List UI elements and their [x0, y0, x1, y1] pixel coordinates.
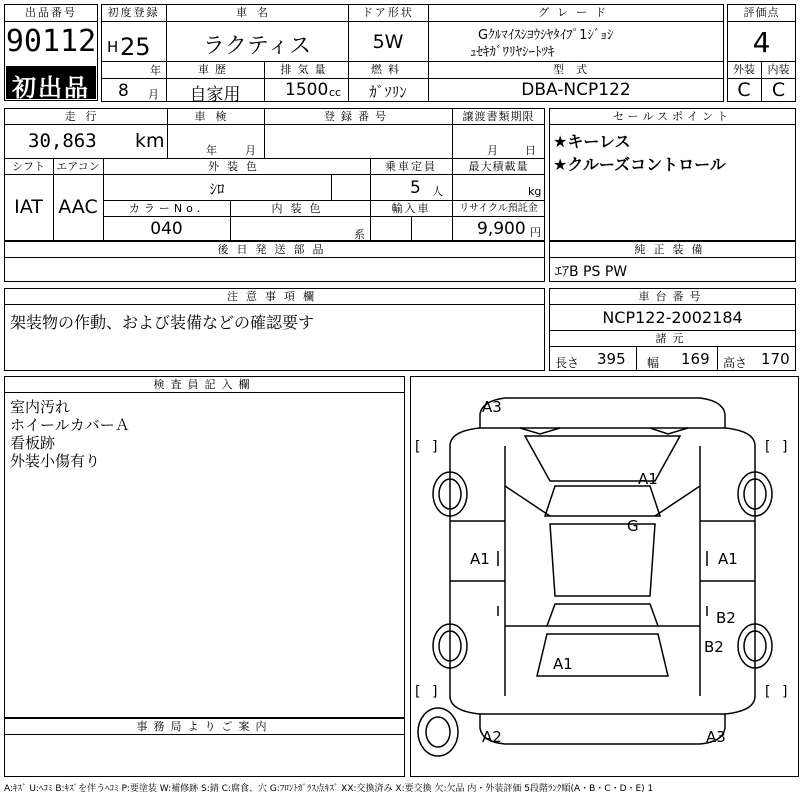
first-reg-header: 初度登録: [107, 6, 160, 19]
transfer-header: 譲渡書類期限: [462, 110, 535, 123]
inspection-year-unit: 年: [206, 144, 217, 157]
aircon-header: エアコン: [56, 160, 100, 173]
max-load-header: 最大積載量: [468, 160, 529, 173]
int-color-unit: 系: [354, 228, 365, 241]
first-reg-year: 25: [120, 33, 151, 61]
genuine-value: ｴｱB PS PW: [555, 264, 628, 280]
transfer-day-unit: 日: [525, 144, 536, 157]
fuel-header: 燃料: [371, 63, 405, 76]
car-name-value: ラクティス: [202, 34, 312, 59]
first-listing-label: 初出品: [12, 74, 90, 102]
first-reg-month: 8: [118, 81, 129, 101]
grade-header: グレード: [538, 6, 614, 19]
sales-point-item: ★クルーズコントロール: [553, 155, 726, 174]
lot-number: 90112: [5, 24, 97, 59]
ext-score-label: 外装: [733, 63, 755, 76]
damage-mark: A3: [706, 728, 726, 746]
ext-score-value: C: [737, 79, 751, 101]
grade-line1: Gｸﾙﾏｲｽｼﾖｳｼﾔﾀｲﾌﾟ1ｼﾞｮｼ: [478, 28, 614, 43]
damage-mark: G: [627, 517, 639, 535]
height-value: 170: [761, 350, 790, 368]
mileage-value: 30,863: [28, 130, 97, 152]
displacement-unit: cc: [329, 86, 342, 99]
sales-points-header: セールスポイント: [612, 110, 732, 123]
recycle-header: リサイクル預託金: [459, 203, 538, 214]
caution-value: 架装物の作動、および装備などの確認要す: [10, 313, 315, 332]
model-value: DBA-NCP122: [521, 80, 631, 100]
mileage-unit: km: [135, 130, 165, 152]
ext-color-header: 外装色: [208, 160, 265, 173]
svg-text:[: [: [765, 684, 771, 700]
model-header: 型式: [553, 63, 599, 76]
inspection-header: 車検: [194, 110, 237, 123]
door-value: 5W: [372, 31, 404, 53]
damage-mark: A1: [553, 655, 573, 673]
ext-color-value: ｼﾛ: [209, 180, 225, 198]
shift-header: シフト: [12, 160, 45, 173]
length-label: 長さ: [555, 356, 580, 370]
int-score-value: C: [771, 79, 786, 101]
inspector-note: 室内汚れ: [10, 398, 71, 416]
height-label: 高さ: [723, 356, 748, 370]
recycle-value: 9,900: [477, 219, 526, 239]
office-header: 事務局よりご案内: [136, 720, 273, 733]
first-reg-year-unit: 年: [150, 64, 161, 77]
displacement-value: 1500: [285, 80, 329, 100]
shift-value: IAT: [14, 196, 43, 218]
damage-mark: A1: [470, 550, 490, 568]
fuel-value: ｶﾞｿﾘﾝ: [369, 83, 407, 101]
damage-mark: A1: [718, 550, 738, 568]
svg-text:[: [: [415, 439, 421, 455]
inspector-header: 検査員記入欄: [153, 378, 256, 391]
width-label: 幅: [647, 356, 660, 370]
first-reg-era: H: [107, 38, 119, 56]
int-score-label: 内装: [767, 63, 790, 76]
int-color-header: 内装色: [271, 202, 329, 215]
svg-text:]: ]: [782, 439, 788, 455]
score-header: 評価点: [743, 6, 780, 19]
score-value: 4: [752, 26, 771, 59]
max-load-unit: kg: [528, 185, 542, 198]
inspector-note: 看板跡: [10, 434, 56, 452]
capacity-unit: 人: [432, 185, 443, 198]
aircon-value: AAC: [58, 196, 98, 218]
history-header: 車歴: [198, 63, 232, 76]
sales-point-item: ★キーレス: [553, 132, 631, 151]
car-name-header: 車名: [236, 6, 278, 19]
inspection-month-unit: 月: [245, 144, 256, 157]
recycle-unit: 円: [530, 226, 541, 239]
damage-mark: B2: [716, 609, 736, 627]
length-value: 395: [597, 350, 626, 368]
width-value: 169: [681, 350, 710, 368]
legend-text: A:ｷｽﾞ U:ﾍｺﾐ B:ｷｽﾞを伴うﾍｺﾐ P:要塗装 W:補修跡 S:錆 C:腐食、穴 G:ﾌﾛﾝﾄｶﾞﾗｽ点ｷｽﾞ XX:交換済み X:要交換 欠:欠品 内・外装評価 5段階ﾗﾝｸ順(A・B・C・D・E) 1: [4, 784, 654, 794]
chassis-header: 車台番号: [638, 290, 707, 303]
history-value: 自家用: [189, 85, 241, 105]
mileage-header: 走行: [64, 110, 107, 123]
transfer-month-unit: 月: [487, 144, 498, 157]
svg-text:[: [: [415, 684, 421, 700]
later-parts-header: 後日発送部品: [217, 243, 332, 256]
capacity-header: 乗車定員: [385, 160, 437, 173]
svg-text:]: ]: [782, 684, 788, 700]
displacement-header: 排気量: [280, 63, 332, 76]
genuine-header: 純正装備: [634, 243, 711, 256]
damage-mark: A3: [482, 398, 502, 416]
damage-mark: B2: [704, 638, 724, 656]
grade-line2: ｭｾｷｶﾞﾜﾘﾔｼｰﾄﾂｷ: [470, 45, 555, 60]
chassis-value: NCP122-2002184: [602, 308, 743, 327]
import-header: 輸入車: [391, 202, 431, 215]
svg-text:]: ]: [432, 684, 438, 700]
car-damage-diagram: [410, 376, 799, 777]
caution-header: 注意事項欄: [227, 290, 322, 303]
damage-mark: A2: [482, 728, 502, 746]
svg-text:[: [: [765, 439, 771, 455]
lot-header: 出品番号: [25, 6, 77, 19]
capacity-value: 5: [410, 178, 421, 198]
damage-mark: A1: [638, 470, 658, 488]
inspector-note: 外装小傷有り: [10, 452, 101, 470]
dims-header: 諸元: [655, 332, 690, 345]
color-no-header: カラーNo.: [128, 202, 205, 215]
reg-no-header: 登録番号: [324, 110, 392, 123]
color-no-value: 040: [150, 219, 183, 239]
door-header: ドア形状: [362, 6, 414, 19]
inspector-note: ホイールカバーＡ: [10, 416, 130, 434]
svg-text:]: ]: [432, 439, 438, 455]
first-reg-month-unit: 月: [148, 88, 159, 101]
